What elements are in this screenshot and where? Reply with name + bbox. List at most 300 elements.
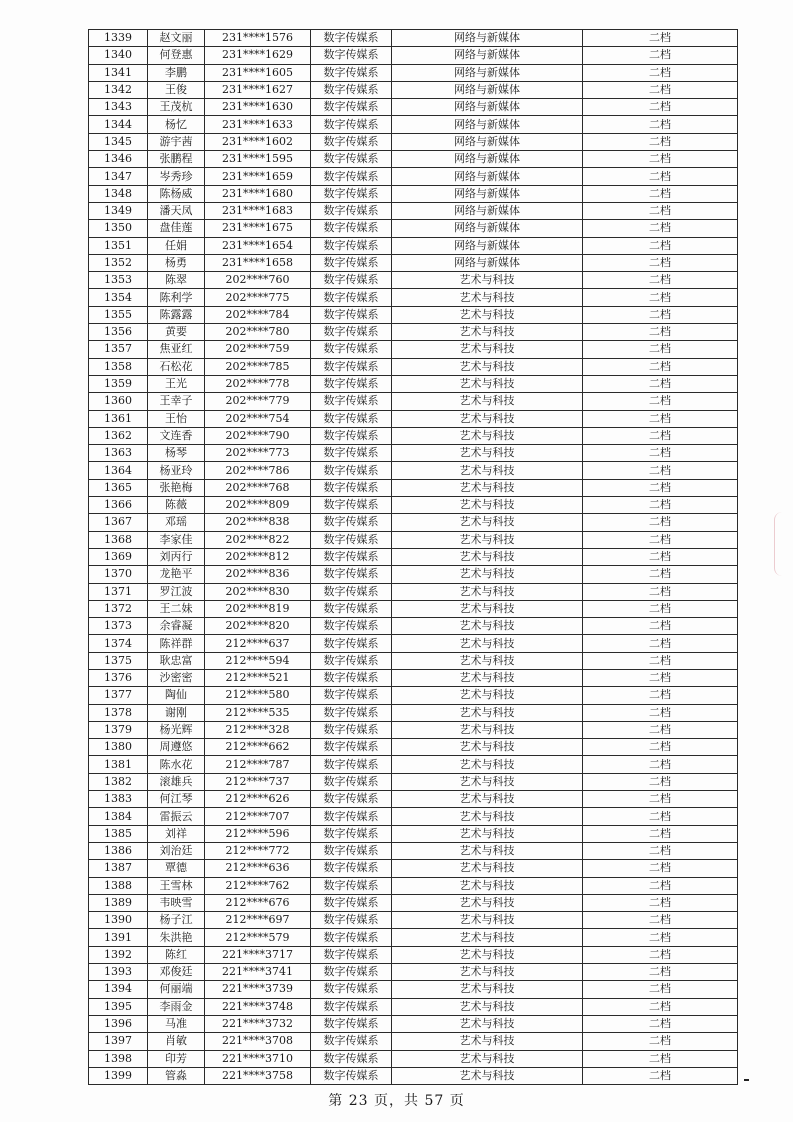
cell-student-name: 任娟 — [148, 237, 205, 254]
cell-student-id: 202****822 — [205, 531, 311, 548]
cell-department: 数字传媒系 — [311, 30, 392, 47]
cell-grant-level: 二档 — [583, 929, 738, 946]
table-row — [89, 168, 738, 185]
cell-grant-level: 二档 — [583, 808, 738, 825]
cell-major: 网络与新媒体 — [392, 237, 583, 254]
cell-major: 网络与新媒体 — [392, 99, 583, 116]
table-row — [89, 479, 738, 496]
cell-student-name: 朱洪艳 — [148, 929, 205, 946]
cell-row-number: 1395 — [89, 998, 148, 1015]
cell-student-id: 221****3739 — [205, 981, 311, 998]
cell-grant-level: 二档 — [583, 964, 738, 981]
table-row — [89, 306, 738, 323]
table-row — [89, 531, 738, 548]
cell-row-number: 1377 — [89, 687, 148, 704]
cell-major: 艺术与科技 — [392, 1067, 583, 1084]
cell-grant-level: 二档 — [583, 479, 738, 496]
cell-major: 艺术与科技 — [392, 808, 583, 825]
table-row — [89, 912, 738, 929]
cell-major: 网络与新媒体 — [392, 30, 583, 47]
cell-student-name: 盘佳莲 — [148, 220, 205, 237]
cell-department: 数字传媒系 — [311, 168, 392, 185]
cell-student-id: 212****787 — [205, 756, 311, 773]
cell-row-number: 1353 — [89, 272, 148, 289]
cell-student-name: 陈杨威 — [148, 185, 205, 202]
cell-major: 艺术与科技 — [392, 618, 583, 635]
cell-student-name: 李雨金 — [148, 998, 205, 1015]
cell-grant-level: 二档 — [583, 99, 738, 116]
cell-student-name: 印芳 — [148, 1050, 205, 1067]
cell-student-id: 231****1595 — [205, 151, 311, 168]
cell-major: 艺术与科技 — [392, 669, 583, 686]
table-row — [89, 946, 738, 963]
cell-row-number: 1387 — [89, 860, 148, 877]
cell-major: 艺术与科技 — [392, 479, 583, 496]
cell-student-id: 212****626 — [205, 791, 311, 808]
cell-row-number: 1343 — [89, 99, 148, 116]
cell-major: 艺术与科技 — [392, 324, 583, 341]
cell-major: 艺术与科技 — [392, 912, 583, 929]
cell-department: 数字传媒系 — [311, 81, 392, 98]
cell-major: 艺术与科技 — [392, 531, 583, 548]
cell-department: 数字传媒系 — [311, 202, 392, 219]
cell-grant-level: 二档 — [583, 116, 738, 133]
cell-student-name: 覃德 — [148, 860, 205, 877]
cell-grant-level: 二档 — [583, 445, 738, 462]
cell-major: 艺术与科技 — [392, 964, 583, 981]
roster-body — [89, 30, 738, 1085]
cell-major: 网络与新媒体 — [392, 151, 583, 168]
cell-student-id: 212****636 — [205, 860, 311, 877]
cell-student-id: 202****819 — [205, 600, 311, 617]
cell-student-id: 221****3710 — [205, 1050, 311, 1067]
cell-row-number: 1348 — [89, 185, 148, 202]
cell-department: 数字传媒系 — [311, 964, 392, 981]
cell-major: 艺术与科技 — [392, 877, 583, 894]
cell-department: 数字传媒系 — [311, 445, 392, 462]
cell-department: 数字传媒系 — [311, 721, 392, 738]
cell-grant-level: 二档 — [583, 151, 738, 168]
cell-grant-level: 二档 — [583, 1067, 738, 1084]
cell-student-name: 王二妹 — [148, 600, 205, 617]
cell-row-number: 1380 — [89, 739, 148, 756]
cell-department: 数字传媒系 — [311, 894, 392, 911]
cell-grant-level: 二档 — [583, 531, 738, 548]
cell-student-name: 焦亚红 — [148, 341, 205, 358]
cell-department: 数字传媒系 — [311, 151, 392, 168]
cell-student-name: 石松花 — [148, 358, 205, 375]
cell-department: 数字传媒系 — [311, 981, 392, 998]
cell-grant-level: 二档 — [583, 64, 738, 81]
table-row — [89, 462, 738, 479]
cell-student-name: 韦映雪 — [148, 894, 205, 911]
cell-row-number: 1362 — [89, 427, 148, 444]
cell-department: 数字传媒系 — [311, 1015, 392, 1032]
table-row — [89, 116, 738, 133]
table-row — [89, 1015, 738, 1032]
table-row — [89, 358, 738, 375]
table-row — [89, 929, 738, 946]
cell-department: 数字传媒系 — [311, 583, 392, 600]
table-row — [89, 894, 738, 911]
table-row — [89, 375, 738, 392]
cell-department: 数字传媒系 — [311, 808, 392, 825]
cell-student-name: 张鹏程 — [148, 151, 205, 168]
cell-department: 数字传媒系 — [311, 1050, 392, 1067]
table-row — [89, 410, 738, 427]
table-row — [89, 185, 738, 202]
cell-student-id: 202****768 — [205, 479, 311, 496]
cell-student-name: 罗江波 — [148, 583, 205, 600]
cell-grant-level: 二档 — [583, 566, 738, 583]
margin-dash-mark — [744, 1079, 749, 1081]
cell-department: 数字传媒系 — [311, 272, 392, 289]
cell-row-number: 1369 — [89, 548, 148, 565]
cell-department: 数字传媒系 — [311, 652, 392, 669]
cell-student-id: 202****812 — [205, 548, 311, 565]
cell-major: 网络与新媒体 — [392, 81, 583, 98]
cell-student-name: 周遵悠 — [148, 739, 205, 756]
cell-row-number: 1379 — [89, 721, 148, 738]
cell-student-id: 202****754 — [205, 410, 311, 427]
cell-row-number: 1342 — [89, 81, 148, 98]
cell-student-name: 杨子江 — [148, 912, 205, 929]
cell-row-number: 1388 — [89, 877, 148, 894]
stamp-edge-mark — [774, 512, 789, 576]
cell-grant-level: 二档 — [583, 237, 738, 254]
cell-student-id: 212****594 — [205, 652, 311, 669]
cell-student-name: 陈祥群 — [148, 635, 205, 652]
cell-row-number: 1383 — [89, 791, 148, 808]
cell-major: 艺术与科技 — [392, 929, 583, 946]
cell-major: 网络与新媒体 — [392, 168, 583, 185]
table-row — [89, 773, 738, 790]
table-row — [89, 635, 738, 652]
cell-student-name: 陈水花 — [148, 756, 205, 773]
cell-student-id: 202****830 — [205, 583, 311, 600]
cell-department: 数字传媒系 — [311, 704, 392, 721]
cell-grant-level: 二档 — [583, 1015, 738, 1032]
cell-major: 艺术与科技 — [392, 981, 583, 998]
cell-student-name: 何江琴 — [148, 791, 205, 808]
cell-student-id: 202****759 — [205, 341, 311, 358]
cell-row-number: 1349 — [89, 202, 148, 219]
cell-grant-level: 二档 — [583, 721, 738, 738]
table-row — [89, 254, 738, 271]
table-row — [89, 393, 738, 410]
cell-student-id: 231****1576 — [205, 30, 311, 47]
table-row — [89, 704, 738, 721]
cell-student-name: 王光 — [148, 375, 205, 392]
cell-row-number: 1358 — [89, 358, 148, 375]
cell-department: 数字传媒系 — [311, 1067, 392, 1084]
cell-major: 艺术与科技 — [392, 566, 583, 583]
cell-student-name: 陈利学 — [148, 289, 205, 306]
cell-grant-level: 二档 — [583, 427, 738, 444]
cell-row-number: 1367 — [89, 514, 148, 531]
table-row — [89, 497, 738, 514]
cell-row-number: 1374 — [89, 635, 148, 652]
cell-major: 艺术与科技 — [392, 600, 583, 617]
table-row — [89, 791, 738, 808]
cell-major: 艺术与科技 — [392, 445, 583, 462]
cell-department: 数字传媒系 — [311, 393, 392, 410]
cell-student-name: 岑秀珍 — [148, 168, 205, 185]
cell-department: 数字传媒系 — [311, 185, 392, 202]
cell-department: 数字传媒系 — [311, 860, 392, 877]
table-row — [89, 220, 738, 237]
cell-row-number: 1352 — [89, 254, 148, 271]
cell-student-name: 何登惠 — [148, 47, 205, 64]
cell-student-id: 212****579 — [205, 929, 311, 946]
cell-student-name: 黄要 — [148, 324, 205, 341]
cell-student-name: 龙艳平 — [148, 566, 205, 583]
cell-student-name: 文连香 — [148, 427, 205, 444]
cell-department: 数字传媒系 — [311, 566, 392, 583]
cell-major: 艺术与科技 — [392, 289, 583, 306]
cell-student-id: 231****1683 — [205, 202, 311, 219]
cell-student-name: 杨琴 — [148, 445, 205, 462]
cell-row-number: 1386 — [89, 842, 148, 859]
cell-student-id: 202****790 — [205, 427, 311, 444]
cell-student-name: 游宇茜 — [148, 133, 205, 150]
cell-row-number: 1392 — [89, 946, 148, 963]
table-row — [89, 618, 738, 635]
cell-major: 艺术与科技 — [392, 427, 583, 444]
cell-grant-level: 二档 — [583, 497, 738, 514]
cell-row-number: 1344 — [89, 116, 148, 133]
table-row — [89, 237, 738, 254]
cell-row-number: 1360 — [89, 393, 148, 410]
cell-grant-level: 二档 — [583, 600, 738, 617]
cell-department: 数字传媒系 — [311, 912, 392, 929]
cell-department: 数字传媒系 — [311, 756, 392, 773]
cell-grant-level: 二档 — [583, 185, 738, 202]
cell-department: 数字传媒系 — [311, 306, 392, 323]
cell-department: 数字传媒系 — [311, 842, 392, 859]
cell-department: 数字传媒系 — [311, 497, 392, 514]
cell-major: 艺术与科技 — [392, 635, 583, 652]
cell-department: 数字传媒系 — [311, 47, 392, 64]
cell-major: 艺术与科技 — [392, 825, 583, 842]
cell-grant-level: 二档 — [583, 583, 738, 600]
cell-row-number: 1376 — [89, 669, 148, 686]
cell-row-number: 1370 — [89, 566, 148, 583]
cell-grant-level: 二档 — [583, 652, 738, 669]
cell-student-name: 刘治廷 — [148, 842, 205, 859]
cell-department: 数字传媒系 — [311, 825, 392, 842]
cell-student-id: 231****1602 — [205, 133, 311, 150]
cell-grant-level: 二档 — [583, 358, 738, 375]
cell-student-id: 231****1629 — [205, 47, 311, 64]
cell-row-number: 1381 — [89, 756, 148, 773]
cell-major: 艺术与科技 — [392, 462, 583, 479]
cell-department: 数字传媒系 — [311, 375, 392, 392]
cell-row-number: 1350 — [89, 220, 148, 237]
cell-grant-level: 二档 — [583, 1033, 738, 1050]
cell-student-id: 202****836 — [205, 566, 311, 583]
cell-department: 数字传媒系 — [311, 220, 392, 237]
cell-student-id: 212****662 — [205, 739, 311, 756]
cell-major: 艺术与科技 — [392, 773, 583, 790]
table-row — [89, 877, 738, 894]
cell-grant-level: 二档 — [583, 704, 738, 721]
cell-department: 数字传媒系 — [311, 254, 392, 271]
cell-grant-level: 二档 — [583, 825, 738, 842]
cell-row-number: 1351 — [89, 237, 148, 254]
cell-student-name: 邓瑶 — [148, 514, 205, 531]
cell-student-id: 212****707 — [205, 808, 311, 825]
cell-student-id: 202****784 — [205, 306, 311, 323]
table-row — [89, 445, 738, 462]
cell-student-name: 杨忆 — [148, 116, 205, 133]
cell-major: 艺术与科技 — [392, 739, 583, 756]
cell-major: 艺术与科技 — [392, 393, 583, 410]
cell-student-name: 马准 — [148, 1015, 205, 1032]
cell-student-id: 221****3732 — [205, 1015, 311, 1032]
table-row — [89, 324, 738, 341]
cell-grant-level: 二档 — [583, 669, 738, 686]
cell-department: 数字传媒系 — [311, 341, 392, 358]
table-row — [89, 427, 738, 444]
cell-student-name: 李鹏 — [148, 64, 205, 81]
cell-grant-level: 二档 — [583, 81, 738, 98]
cell-major: 网络与新媒体 — [392, 185, 583, 202]
cell-major: 艺术与科技 — [392, 1033, 583, 1050]
cell-grant-level: 二档 — [583, 860, 738, 877]
cell-row-number: 1390 — [89, 912, 148, 929]
cell-major: 艺术与科技 — [392, 410, 583, 427]
cell-row-number: 1339 — [89, 30, 148, 47]
cell-student-id: 212****762 — [205, 877, 311, 894]
table-row — [89, 825, 738, 842]
cell-student-id: 212****772 — [205, 842, 311, 859]
cell-department: 数字传媒系 — [311, 791, 392, 808]
table-row — [89, 81, 738, 98]
cell-student-name: 陶仙 — [148, 687, 205, 704]
table-row — [89, 514, 738, 531]
cell-student-name: 杨勇 — [148, 254, 205, 271]
cell-student-name: 何丽端 — [148, 981, 205, 998]
cell-grant-level: 二档 — [583, 289, 738, 306]
table-row — [89, 30, 738, 47]
table-row — [89, 548, 738, 565]
cell-student-name: 张艳梅 — [148, 479, 205, 496]
table-row — [89, 739, 738, 756]
cell-major: 艺术与科技 — [392, 946, 583, 963]
cell-student-name: 雷振云 — [148, 808, 205, 825]
table-row — [89, 99, 738, 116]
cell-department: 数字传媒系 — [311, 998, 392, 1015]
cell-student-id: 212****521 — [205, 669, 311, 686]
cell-student-name: 陈露露 — [148, 306, 205, 323]
cell-student-name: 陈红 — [148, 946, 205, 963]
cell-student-id: 231****1633 — [205, 116, 311, 133]
cell-grant-level: 二档 — [583, 618, 738, 635]
cell-grant-level: 二档 — [583, 981, 738, 998]
table-row — [89, 600, 738, 617]
cell-student-name: 王怡 — [148, 410, 205, 427]
cell-row-number: 1382 — [89, 773, 148, 790]
cell-grant-level: 二档 — [583, 791, 738, 808]
cell-row-number: 1365 — [89, 479, 148, 496]
cell-grant-level: 二档 — [583, 912, 738, 929]
table-row — [89, 1033, 738, 1050]
cell-student-id: 221****3758 — [205, 1067, 311, 1084]
cell-student-id: 212****637 — [205, 635, 311, 652]
cell-major: 艺术与科技 — [392, 272, 583, 289]
cell-grant-level: 二档 — [583, 272, 738, 289]
cell-grant-level: 二档 — [583, 202, 738, 219]
cell-student-name: 王幸子 — [148, 393, 205, 410]
cell-grant-level: 二档 — [583, 133, 738, 150]
table-row — [89, 860, 738, 877]
cell-major: 网络与新媒体 — [392, 133, 583, 150]
cell-row-number: 1368 — [89, 531, 148, 548]
cell-major: 艺术与科技 — [392, 860, 583, 877]
cell-row-number: 1385 — [89, 825, 148, 842]
cell-major: 网络与新媒体 — [392, 116, 583, 133]
cell-student-name: 刘丙行 — [148, 548, 205, 565]
cell-student-id: 221****3708 — [205, 1033, 311, 1050]
cell-student-name: 潘天凤 — [148, 202, 205, 219]
cell-grant-level: 二档 — [583, 635, 738, 652]
cell-department: 数字传媒系 — [311, 1033, 392, 1050]
cell-student-name: 耿忠富 — [148, 652, 205, 669]
cell-row-number: 1371 — [89, 583, 148, 600]
table-row — [89, 721, 738, 738]
cell-department: 数字传媒系 — [311, 237, 392, 254]
cell-major: 艺术与科技 — [392, 514, 583, 531]
table-row — [89, 272, 738, 289]
table-row — [89, 998, 738, 1015]
cell-major: 艺术与科技 — [392, 583, 583, 600]
cell-student-name: 王俊 — [148, 81, 205, 98]
cell-department: 数字传媒系 — [311, 358, 392, 375]
cell-student-id: 221****3748 — [205, 998, 311, 1015]
table-row — [89, 583, 738, 600]
cell-student-id: 212****580 — [205, 687, 311, 704]
cell-student-id: 231****1659 — [205, 168, 311, 185]
cell-department: 数字传媒系 — [311, 410, 392, 427]
cell-student-name: 管淼 — [148, 1067, 205, 1084]
cell-major: 艺术与科技 — [392, 687, 583, 704]
cell-row-number: 1361 — [89, 410, 148, 427]
cell-student-name: 沙密密 — [148, 669, 205, 686]
cell-major: 艺术与科技 — [392, 548, 583, 565]
cell-grant-level: 二档 — [583, 842, 738, 859]
cell-department: 数字传媒系 — [311, 462, 392, 479]
cell-grant-level: 二档 — [583, 756, 738, 773]
table-row — [89, 808, 738, 825]
cell-row-number: 1399 — [89, 1067, 148, 1084]
cell-grant-level: 二档 — [583, 1050, 738, 1067]
cell-student-name: 王雪林 — [148, 877, 205, 894]
cell-row-number: 1397 — [89, 1033, 148, 1050]
roster-table — [88, 29, 738, 1085]
table-row — [89, 1067, 738, 1084]
cell-student-id: 202****780 — [205, 324, 311, 341]
cell-student-id: 212****328 — [205, 721, 311, 738]
cell-student-id: 231****1605 — [205, 64, 311, 81]
cell-department: 数字传媒系 — [311, 531, 392, 548]
page-footer: 第 23 页，共 57 页 — [328, 1093, 465, 1109]
cell-grant-level: 二档 — [583, 375, 738, 392]
cell-department: 数字传媒系 — [311, 877, 392, 894]
cell-row-number: 1393 — [89, 964, 148, 981]
cell-grant-level: 二档 — [583, 220, 738, 237]
cell-row-number: 1345 — [89, 133, 148, 150]
